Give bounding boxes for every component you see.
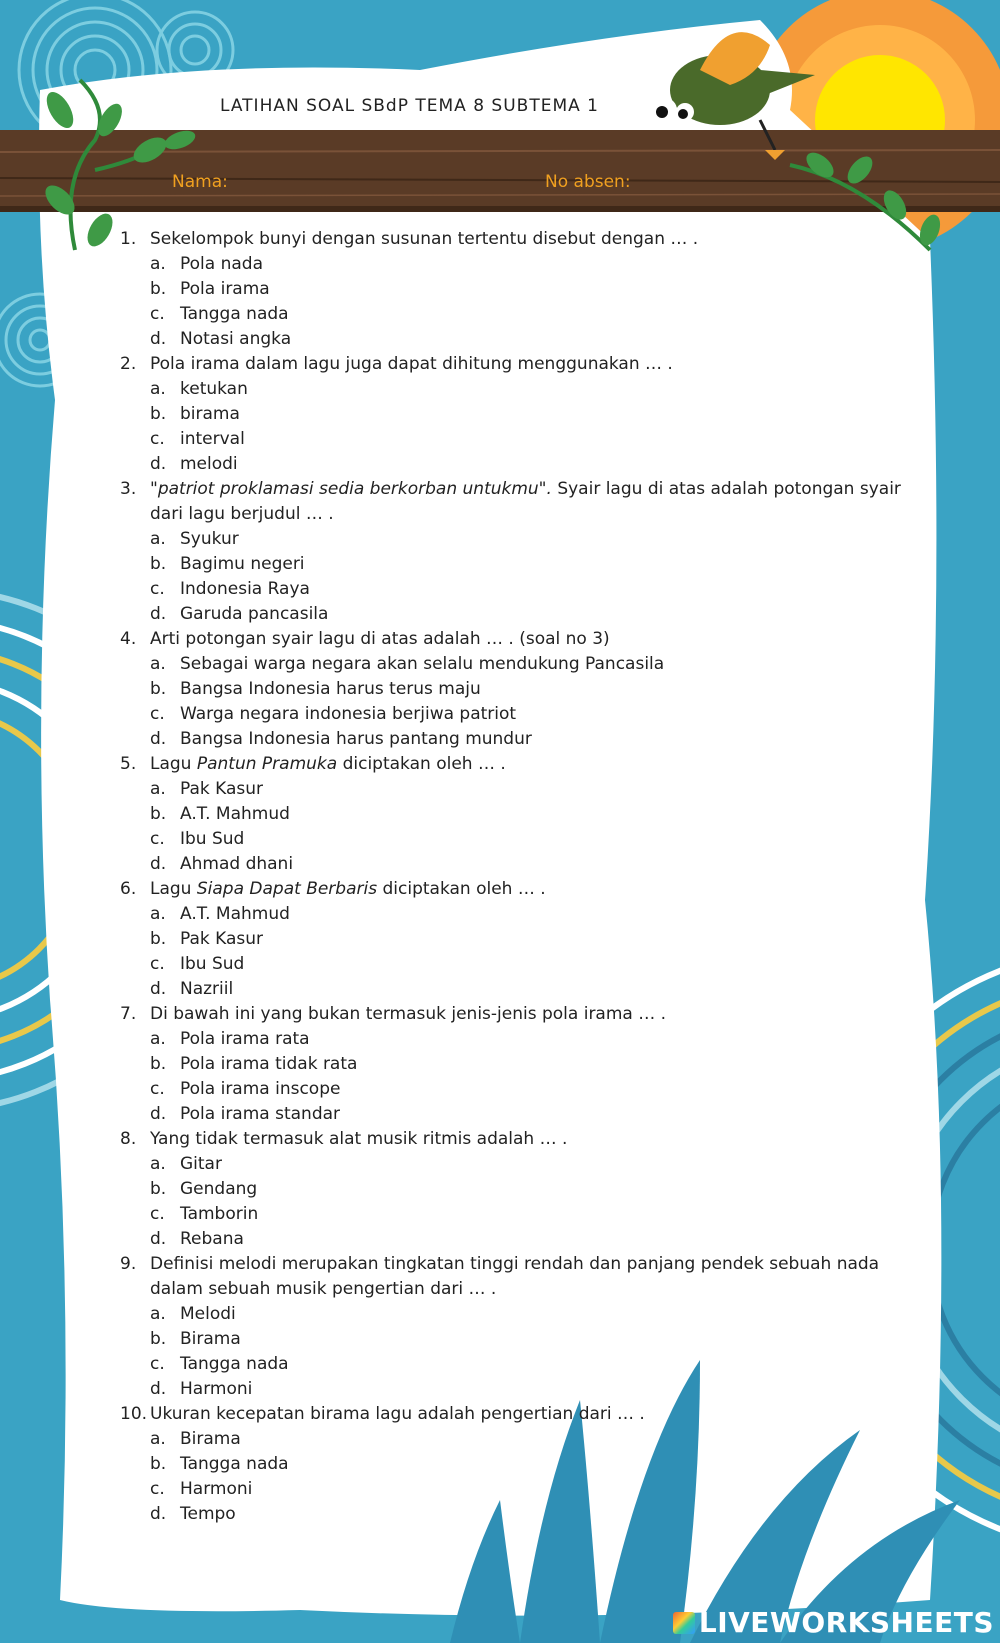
answer-option[interactable] <box>120 852 920 877</box>
question-text: Syair lagu di atas adalah potongan syair dari lagu berjudul … . <box>150 479 901 524</box>
option-text[interactable]: Indonesia Raya <box>180 579 310 599</box>
option-letter: d. <box>150 1379 167 1399</box>
answer-option[interactable] <box>120 902 920 927</box>
liveworksheets-logo[interactable] <box>673 1606 994 1639</box>
option-letter: b. <box>150 929 167 949</box>
question-number: 9. <box>120 1254 137 1274</box>
option-letter: c. <box>150 1079 165 1099</box>
option-letter: a. <box>150 529 166 549</box>
absen-input[interactable] <box>640 168 784 196</box>
option-text[interactable]: Tangga nada <box>180 1454 289 1474</box>
option-text[interactable]: Pola irama inscope <box>180 1079 341 1099</box>
option-text[interactable]: melodi <box>180 454 238 474</box>
option-text[interactable]: Pola irama tidak rata <box>180 1054 358 1074</box>
option-text[interactable]: Gendang <box>180 1179 258 1199</box>
question-5 <box>120 752 920 777</box>
absen-label: No absen: <box>545 172 631 192</box>
option-letter: a. <box>150 254 166 274</box>
option-letter: b. <box>150 1329 167 1349</box>
answer-option[interactable] <box>120 777 920 802</box>
option-letter: d. <box>150 454 167 474</box>
option-letter: b. <box>150 404 167 424</box>
option-text[interactable]: interval <box>180 429 245 449</box>
option-text[interactable]: Tangga nada <box>180 1354 289 1374</box>
answer-option[interactable] <box>120 1352 920 1377</box>
option-letter: b. <box>150 279 167 299</box>
option-text[interactable]: Melodi <box>180 1304 236 1324</box>
question-3 <box>120 477 920 527</box>
option-letter: d. <box>150 604 167 624</box>
question-text: Di bawah ini yang bukan termasuk jenis-jenis pola irama … . <box>150 1004 667 1024</box>
question-text-suffix: diciptakan oleh … . <box>377 879 546 899</box>
option-text[interactable]: Ahmad dhani <box>180 854 294 874</box>
option-letter: a. <box>150 379 166 399</box>
question-number: 4. <box>120 629 137 649</box>
option-text[interactable]: Gitar <box>180 1154 222 1174</box>
option-text[interactable]: A.T. Mahmud <box>180 804 290 824</box>
name-input[interactable] <box>230 168 534 196</box>
option-letter: d. <box>150 329 167 349</box>
option-text[interactable]: Pak Kasur <box>180 779 264 799</box>
song-title: Pantun Pramuka <box>196 754 338 774</box>
question-text-suffix: diciptakan oleh … . <box>337 754 506 774</box>
option-letter: d. <box>150 1229 167 1249</box>
question-number: 10. <box>120 1404 148 1424</box>
option-letter: c. <box>150 1204 165 1224</box>
question-10 <box>120 1402 920 1427</box>
option-text[interactable]: Pak Kasur <box>180 929 264 949</box>
option-letter: a. <box>150 904 166 924</box>
option-text[interactable]: Ibu Sud <box>180 954 245 974</box>
answer-option[interactable] <box>120 377 920 402</box>
answer-option[interactable] <box>120 1302 920 1327</box>
option-letter: b. <box>150 679 167 699</box>
worksheet-title: LATIHAN SOAL SBdP TEMA 8 SUBTEMA 1 <box>220 96 599 116</box>
question-number: 6. <box>120 879 137 899</box>
option-letter: c. <box>150 579 165 599</box>
answer-option[interactable] <box>120 677 920 702</box>
option-text[interactable]: Syukur <box>180 529 239 549</box>
option-text[interactable]: Nazriil <box>180 979 234 999</box>
question-text: Yang tidak termasuk alat musik ritmis adalah … . <box>150 1129 568 1149</box>
option-letter: b. <box>150 1054 167 1074</box>
option-letter: b. <box>150 1179 167 1199</box>
answer-option[interactable] <box>120 952 920 977</box>
option-letter: c. <box>150 829 165 849</box>
option-text[interactable]: Pola nada <box>180 254 263 274</box>
option-text[interactable]: Warga negara indonesia berjiwa patriot <box>180 704 517 724</box>
option-letter: a. <box>150 1154 166 1174</box>
answer-option[interactable] <box>120 1477 920 1502</box>
option-letter: a. <box>150 1029 166 1049</box>
option-letter: d. <box>150 729 167 749</box>
question-7 <box>120 1002 920 1027</box>
answer-option[interactable] <box>120 977 920 1002</box>
answer-option[interactable] <box>120 1502 920 1527</box>
answer-option[interactable] <box>120 727 920 752</box>
option-text[interactable]: Birama <box>180 1329 241 1349</box>
question-6 <box>120 877 920 902</box>
answer-option[interactable] <box>120 1052 920 1077</box>
answer-option[interactable] <box>120 577 920 602</box>
answer-option[interactable] <box>120 1327 920 1352</box>
question-number: 3. <box>120 479 137 499</box>
answer-option[interactable] <box>120 1202 920 1227</box>
option-letter: d. <box>150 1104 167 1124</box>
option-letter: b. <box>150 804 167 824</box>
option-letter: b. <box>150 554 167 574</box>
option-text[interactable]: Garuda pancasila <box>180 604 329 624</box>
answer-option[interactable] <box>120 527 920 552</box>
option-text[interactable]: Bangsa Indonesia harus pantang mundur <box>180 729 532 749</box>
answer-option[interactable] <box>120 1177 920 1202</box>
answer-option[interactable] <box>120 452 920 477</box>
question-9 <box>120 1252 920 1302</box>
question-number: 8. <box>120 1129 137 1149</box>
option-text[interactable]: Bagimu negeri <box>180 554 305 574</box>
question-number: 7. <box>120 1004 137 1024</box>
option-text[interactable]: Birama <box>180 1429 241 1449</box>
option-letter: c. <box>150 704 165 724</box>
question-text-prefix: Lagu <box>150 754 197 774</box>
answer-option[interactable] <box>120 427 920 452</box>
option-text[interactable]: A.T. Mahmud <box>180 904 290 924</box>
question-text-prefix: Lagu <box>150 879 197 899</box>
option-text[interactable]: Tempo <box>180 1504 236 1524</box>
option-text[interactable]: Pola irama standar <box>180 1104 341 1124</box>
option-letter: c. <box>150 1479 165 1499</box>
option-letter: d. <box>150 979 167 999</box>
option-letter: a. <box>150 1304 166 1324</box>
question-text: Pola irama dalam lagu juga dapat dihitung menggunakan … . <box>150 354 673 374</box>
option-text[interactable]: ketukan <box>180 379 248 399</box>
answer-option[interactable] <box>120 702 920 727</box>
answer-option[interactable] <box>120 1377 920 1402</box>
answer-option[interactable] <box>120 277 920 302</box>
option-text[interactable]: Tamborin <box>180 1204 259 1224</box>
song-title: Siapa Dapat Berbaris <box>196 879 378 899</box>
answer-option[interactable] <box>120 252 920 277</box>
answer-option[interactable] <box>120 802 920 827</box>
option-letter: a. <box>150 1429 166 1449</box>
option-letter: c. <box>150 954 165 974</box>
answer-option[interactable] <box>120 1427 920 1452</box>
name-label: Nama: <box>172 172 228 192</box>
option-text[interactable]: Sebagai warga negara akan selalu mendukung Pancasila <box>180 654 665 674</box>
question-8 <box>120 1127 920 1152</box>
brand-text: LIVEWORKSHEETS <box>698 1606 994 1639</box>
question-text: Sekelompok bunyi dengan susunan tertentu disebut dengan … . <box>150 229 699 249</box>
answer-option[interactable] <box>120 1102 920 1127</box>
answer-option[interactable] <box>120 1452 920 1477</box>
question-text: Ukuran kecepatan birama lagu adalah pengertian dari … . <box>150 1404 645 1424</box>
option-letter: c. <box>150 429 165 449</box>
answer-option[interactable] <box>120 1227 920 1252</box>
option-letter: a. <box>150 779 166 799</box>
question-4 <box>120 627 920 652</box>
option-letter: c. <box>150 304 165 324</box>
answer-option[interactable] <box>120 552 920 577</box>
question-1 <box>120 227 920 252</box>
option-text[interactable]: birama <box>180 404 240 424</box>
question-number: 1. <box>120 229 137 249</box>
answer-option[interactable] <box>120 827 920 852</box>
option-text[interactable]: Ibu Sud <box>180 829 245 849</box>
option-letter: d. <box>150 854 167 874</box>
option-text[interactable]: Pola irama <box>180 279 270 299</box>
question-number: 2. <box>120 354 137 374</box>
question-text: Definisi melodi merupakan tingkatan tinggi rendah dan panjang pendek sebuah nada dalam sebuah musik pengertian dari … . <box>150 1254 880 1299</box>
answer-option[interactable] <box>120 1027 920 1052</box>
answer-option[interactable] <box>120 302 920 327</box>
option-text[interactable]: Rebana <box>180 1229 244 1249</box>
answer-option[interactable] <box>120 1077 920 1102</box>
option-letter: d. <box>150 1504 167 1524</box>
question-list <box>120 227 920 1527</box>
song-lyric-quote: "patriot proklamasi sedia berkorban untukmu". <box>150 479 552 499</box>
answer-option[interactable] <box>120 402 920 427</box>
option-letter: b. <box>150 1454 167 1474</box>
option-letter: c. <box>150 1354 165 1374</box>
answer-option[interactable] <box>120 652 920 677</box>
option-letter: a. <box>150 654 166 674</box>
option-text[interactable]: Harmoni <box>180 1379 253 1399</box>
question-text: Arti potongan syair lagu di atas adalah … . (soal no 3) <box>150 629 610 649</box>
liveworksheets-logo-icon <box>673 1612 695 1634</box>
option-text[interactable]: Bangsa Indonesia harus terus maju <box>180 679 481 699</box>
question-2 <box>120 352 920 377</box>
answer-option[interactable] <box>120 602 920 627</box>
question-number: 5. <box>120 754 137 774</box>
option-text[interactable]: Harmoni <box>180 1479 253 1499</box>
option-text[interactable]: Notasi angka <box>180 329 292 349</box>
answer-option[interactable] <box>120 927 920 952</box>
option-text[interactable]: Tangga nada <box>180 304 289 324</box>
option-text[interactable]: Pola irama rata <box>180 1029 310 1049</box>
answer-option[interactable] <box>120 1152 920 1177</box>
answer-option[interactable] <box>120 327 920 352</box>
